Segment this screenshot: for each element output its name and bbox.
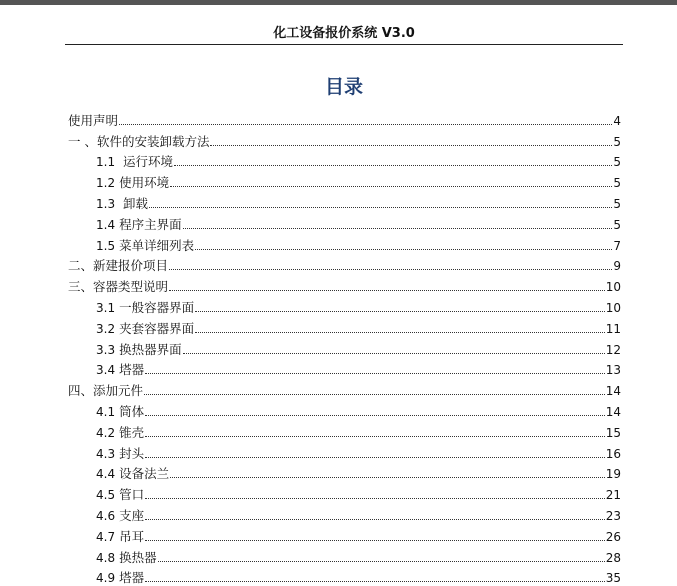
table-of-contents — [68, 108, 621, 586]
toc-entry-number: 4.1 — [96, 404, 116, 419]
toc-entry-text: 四、添加元件 — [68, 383, 144, 399]
toc-entry-label — [68, 113, 118, 129]
toc-leader-dots — [195, 331, 605, 333]
toc-entry-page: 10 — [605, 280, 621, 295]
toc-entry-page: 15 — [605, 425, 621, 440]
toc-entry[interactable] — [68, 566, 621, 586]
toc-entry[interactable] — [68, 212, 621, 233]
toc-entry-label — [96, 487, 144, 503]
toc-entry-number: 4.7 — [96, 529, 116, 544]
toc-entry-number: 1.4 — [96, 217, 116, 232]
toc-leader-dots — [170, 476, 605, 478]
toc-entry-number: 1.5 — [96, 238, 116, 253]
toc-entry-label — [96, 508, 144, 524]
toc-entry[interactable] — [68, 545, 621, 566]
toc-entry-label — [96, 550, 157, 566]
toc-entry-label — [96, 362, 144, 378]
toc-entry[interactable] — [68, 274, 621, 295]
toc-entry-number: 3.3 — [96, 342, 116, 357]
toc-leader-dots — [158, 560, 605, 562]
toc-entry-page: 23 — [605, 508, 621, 523]
toc-entry[interactable] — [68, 441, 621, 462]
toc-entry-number: 1.3 — [96, 196, 116, 211]
page-header — [65, 20, 623, 45]
toc-leader-dots — [145, 497, 605, 499]
toc-entry[interactable] — [68, 233, 621, 254]
toc-entry-number: 3.2 — [96, 321, 116, 336]
toc-leader-dots — [145, 518, 605, 520]
header-title: 化工设备报价系统 V3.0 — [273, 26, 415, 41]
toc-entry-text: 换热器界面 — [115, 341, 182, 357]
toc-entry-number: 4.2 — [96, 425, 116, 440]
toc-entry-label — [96, 238, 194, 254]
toc-entry-page: 26 — [605, 529, 621, 544]
toc-entry-text: 使用声明 — [68, 112, 119, 128]
toc-entry[interactable] — [68, 378, 621, 399]
toc-leader-dots — [119, 123, 612, 125]
toc-entry[interactable] — [68, 295, 621, 316]
toc-entry[interactable] — [68, 503, 621, 524]
toc-entry-label — [96, 404, 144, 420]
toc-entry-page: 21 — [605, 488, 621, 503]
toc-entry[interactable] — [68, 420, 621, 441]
toc-entry-label — [68, 258, 168, 274]
toc-entry-page: 14 — [605, 384, 621, 399]
toc-entry-page: 11 — [605, 321, 621, 336]
toc-entry[interactable] — [68, 108, 621, 129]
toc-entry-page: 10 — [605, 300, 621, 315]
toc-entry[interactable] — [68, 358, 621, 379]
toc-entry-page: 5 — [613, 134, 621, 149]
toc-leader-dots — [169, 289, 605, 291]
toc-entry-text: 支座 — [115, 507, 145, 523]
toc-entry-page: 35 — [605, 571, 621, 586]
toc-entry-number: 4.9 — [96, 571, 116, 586]
toc-entry-text: 塔器 — [115, 362, 145, 378]
toc-entry-page: 5 — [613, 196, 621, 211]
toc-entry-number: 1.2 — [96, 176, 116, 191]
toc-entry-text: 菜单详细列表 — [115, 237, 195, 253]
toc-entry-label — [96, 300, 194, 316]
toc-entry-page: 7 — [613, 238, 621, 253]
toc-entry-page: 5 — [613, 176, 621, 191]
toc-leader-dots — [195, 310, 605, 312]
toc-leader-dots — [145, 580, 605, 582]
toc-entry[interactable] — [68, 129, 621, 150]
toc-leader-dots — [145, 372, 605, 374]
toc-entry-text: 管口 — [115, 487, 145, 503]
toc-entry-text: 封头 — [115, 445, 145, 461]
window-top-border — [0, 0, 677, 5]
toc-leader-dots — [210, 144, 612, 146]
toc-entry-number: 4.8 — [96, 550, 116, 565]
toc-entry-page: 19 — [605, 467, 621, 482]
toc-entry-label — [96, 570, 144, 586]
toc-entry-label — [96, 217, 182, 233]
toc-entry[interactable] — [68, 337, 621, 358]
toc-entry-label — [96, 466, 169, 482]
toc-entry[interactable] — [68, 462, 621, 483]
toc-entry[interactable] — [68, 524, 621, 545]
toc-leader-dots — [145, 539, 605, 541]
toc-entry-label — [68, 383, 143, 399]
toc-entry-number: 1.1 — [96, 155, 116, 170]
toc-entry-label — [96, 446, 144, 462]
toc-leader-dots — [145, 414, 605, 416]
toc-leader-dots — [174, 164, 612, 166]
toc-entry-number: 4.3 — [96, 446, 116, 461]
toc-entry-text: 设备法兰 — [115, 466, 170, 482]
toc-entry[interactable] — [68, 399, 621, 420]
toc-entry-text: 一 、软件的安装卸载方法 — [68, 133, 210, 149]
toc-entry-text: 塔器 — [115, 570, 145, 586]
toc-entry-label — [96, 175, 169, 191]
toc-entry[interactable] — [68, 150, 621, 171]
toc-entry-page: 9 — [613, 259, 621, 274]
toc-entry-page: 12 — [605, 342, 621, 357]
toc-entry-label — [68, 134, 209, 150]
toc-entry[interactable] — [68, 254, 621, 275]
toc-entry-page: 28 — [605, 550, 621, 565]
toc-entry-text: 卸载 — [115, 195, 149, 211]
toc-leader-dots — [183, 227, 613, 229]
toc-entry-label — [96, 321, 194, 337]
toc-entry-text: 筒体 — [115, 403, 145, 419]
toc-leader-dots — [183, 352, 605, 354]
toc-entry-text: 换热器 — [115, 549, 157, 565]
toc-entry-label — [96, 196, 148, 212]
toc-entry-text: 二、新建报价项目 — [68, 258, 169, 274]
toc-entry-number: 4.5 — [96, 488, 116, 503]
toc-entry-text: 夹套容器界面 — [115, 320, 195, 336]
toc-entry-text: 运行环境 — [115, 154, 174, 170]
toc-entry-page: 13 — [605, 363, 621, 378]
toc-leader-dots — [144, 393, 605, 395]
toc-entry-text: 使用环境 — [115, 175, 170, 191]
toc-leader-dots — [170, 185, 612, 187]
toc-entry-text: 一般容器界面 — [115, 299, 195, 315]
toc-leader-dots — [149, 206, 612, 208]
toc-entry-label — [96, 529, 144, 545]
toc-entry-text: 吊耳 — [115, 528, 145, 544]
toc-title: 目录 — [324, 76, 363, 98]
toc-leader-dots — [169, 268, 612, 270]
toc-entry[interactable] — [68, 170, 621, 191]
toc-entry-number: 4.6 — [96, 508, 116, 523]
toc-entry-label — [96, 342, 182, 358]
toc-entry[interactable] — [68, 191, 621, 212]
toc-entry-label — [68, 279, 168, 295]
toc-entry-page: 5 — [613, 217, 621, 232]
toc-entry-page: 14 — [605, 404, 621, 419]
toc-entry-number: 3.4 — [96, 363, 116, 378]
toc-leader-dots — [145, 456, 605, 458]
toc-leader-dots — [145, 435, 605, 437]
toc-entry-page: 4 — [613, 113, 621, 128]
toc-entry-number: 3.1 — [96, 300, 116, 315]
toc-entry-number: 4.4 — [96, 467, 116, 482]
toc-entry-text: 锥壳 — [115, 424, 145, 440]
toc-entry-label — [96, 154, 173, 170]
toc-entry-text: 程序主界面 — [115, 216, 182, 232]
toc-entry[interactable] — [68, 482, 621, 503]
toc-entry[interactable] — [68, 316, 621, 337]
toc-entry-page: 16 — [605, 446, 621, 461]
toc-entry-page: 5 — [613, 155, 621, 170]
toc-leader-dots — [195, 248, 612, 250]
toc-entry-text: 三、容器类型说明 — [68, 279, 169, 295]
toc-entry-label — [96, 425, 144, 441]
